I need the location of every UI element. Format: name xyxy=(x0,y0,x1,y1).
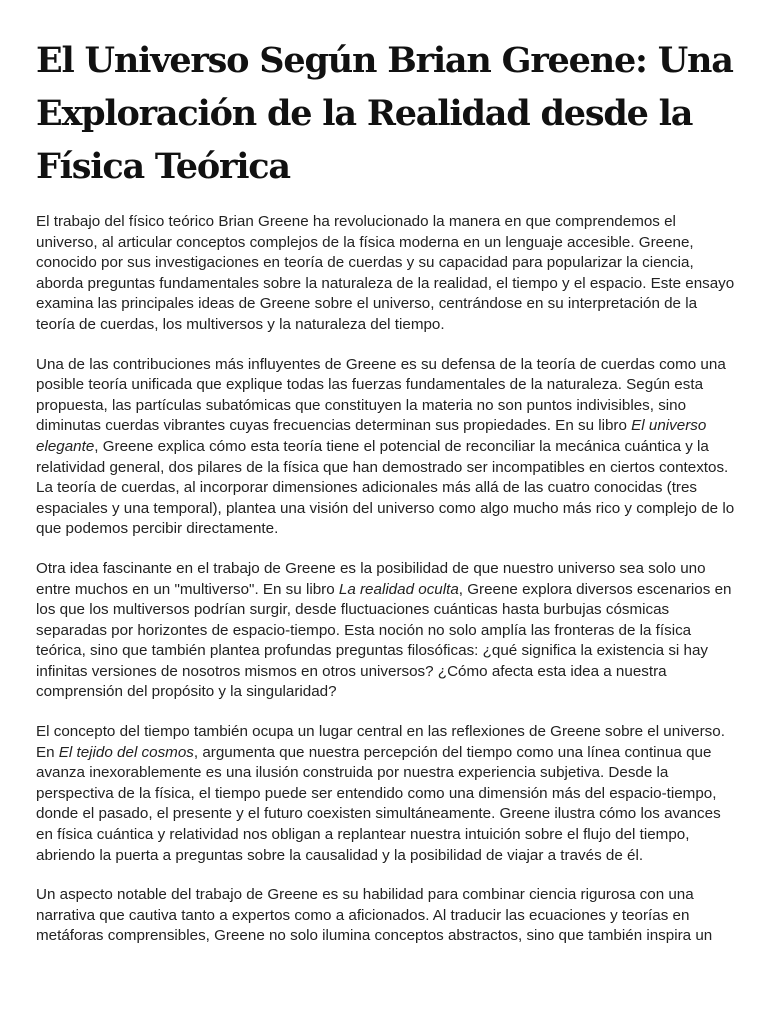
book-title-la-realidad-oculta: La realidad oculta xyxy=(338,580,459,598)
paragraph-text: El concepto del tiempo también ocupa un lugar central en las reflexiones de Greene sobre el universo. En xyxy=(36,723,725,761)
paragraph-science-communication: Un aspecto notable del trabajo de Greene es su habilidad para combinar ciencia rigurosa con una narrativa que cautiva tanto a expertos como a aficionados. Al traducir las ecuaciones y teorías en metáforas comprensibles, Greene no solo ilumina conceptos abstractos, sino que también inspira un xyxy=(36,886,713,945)
book-title-el-tejido-del-cosmos: El tejido del cosmos xyxy=(58,743,194,761)
article-title: El Universo Según Brian Greene: Una Exploración de la Realidad desde la Física Teórica xyxy=(36,40,733,187)
book-title-el-universo-elegante: El universo elegante xyxy=(36,417,707,455)
paragraph-intro: El trabajo del físico teórico Brian Greene ha revolucionado la manera en que comprendemos el universo, al articular conceptos complejos de la física moderna en un lenguaje accesible. Greene, conocido por sus investigaciones en teoría de cuerdas y su capacidad para popularizar la ciencia, aborda preguntas fundamentales sobre la naturaleza de la realidad, el tiempo y el espacio. Este ensayo examina las principales ideas de Greene sobre el universo, centrándose en su interpretación de la teoría de cuerdas, los multiversos y la naturaleza del tiempo. xyxy=(36,213,735,333)
paragraph-text: Una de las contribuciones más influyentes de Greene es su defensa de la teoría de cuerdas como una posible teoría unificada que explique todas las fuerzas fundamentales de la naturaleza. Según esta propuesta, las partículas subatómicas que constituyen la materia no son puntos indivisibles, sino diminutas cuerdas vibrantes cuyas frecuencias determinan sus propiedades. En su libro xyxy=(36,355,726,435)
paragraph-multiverse xyxy=(36,559,736,703)
paragraph-string-theory xyxy=(36,355,736,540)
paragraph-text: , Greene explica cómo esta teoría tiene el potencial de reconciliar la mecánica cuántica y la relatividad general, dos pilares de la física que han demostrado ser incompatibles en ciertos contextos. La teoría de cuerdas, al incorporar dimensiones adicionales más allá de las cuatro conocidas (tres espaciales y una temporal), plantea una visión del universo como algo mucho más rico y complejo de lo que podemos percibir directamente. xyxy=(36,437,735,538)
paragraph-text: , Greene explora diversos escenarios en los que los multiversos podrían surgir, desde fluctuaciones cuánticas hasta burbujas cósmicas separadas por horizontes de espacio-tiempo. Esta noción no solo amplía las fronteras de la física teórica, sino que también plantea profundas preguntas filosóficas: ¿qué significa la existencia si hay infinitas versiones de nosotros mismos en otros universos? ¿Cómo afecta esta idea a nuestra comprensión del propósito y la singularidad? xyxy=(36,580,732,701)
paragraph-text: Otra idea fascinante en el trabajo de Greene es la posibilidad de que nuestro universo sea solo uno entre muchos en un "multiverso". En su libro xyxy=(36,559,706,598)
document-page xyxy=(36,34,736,966)
paragraph-time xyxy=(36,722,736,866)
paragraph-text: , argumenta que nuestra percepción del tiempo como una línea continua que avanza inexorablemente es una ilusión construida por nuestra experiencia subjetiva. Desde la perspectiva de la física, el tiempo puede ser entendido como una dimensión más del espacio-tiempo, donde el pasado, el presente y el futuro coexisten simultáneamente. Greene ilustra cómo los avances en física cuántica y relatividad nos obligan a replantear nuestra intuición sobre el flujo del tiempo, abriendo la puerta a preguntas sobre la causalidad y la posibilidad de viajar a través de él. xyxy=(36,743,721,864)
